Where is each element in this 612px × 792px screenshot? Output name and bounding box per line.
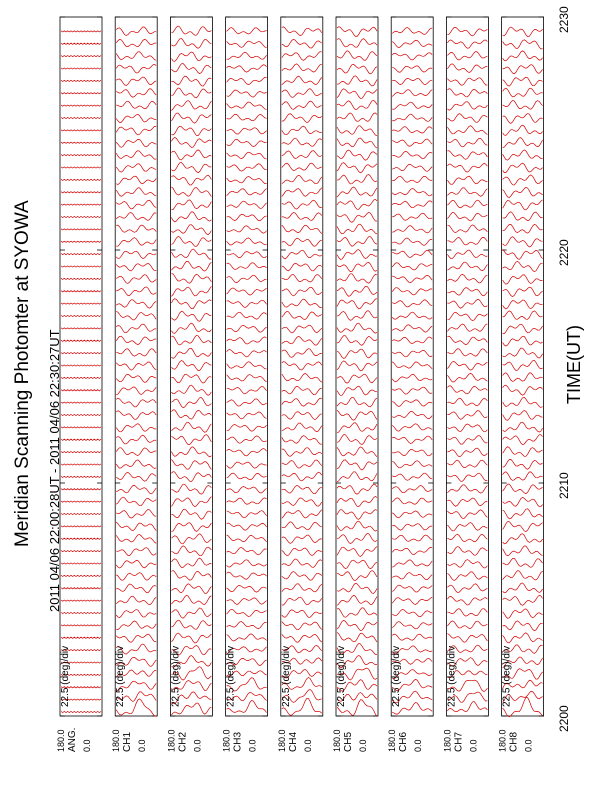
x-tick-label: 2230 bbox=[557, 6, 571, 33]
y-tick-label: 0.0 bbox=[247, 739, 258, 752]
y-tick-label: 180.0 bbox=[387, 729, 398, 752]
x-axis bbox=[557, 6, 584, 732]
panel-ch2 bbox=[166, 17, 212, 752]
y-tick-label: 0.0 bbox=[358, 739, 368, 752]
panel-ch7 bbox=[442, 17, 488, 752]
panel-channel-label: CH1 bbox=[122, 731, 134, 752]
panel-ch8 bbox=[498, 17, 544, 752]
panel-channel-label: CH8 bbox=[508, 731, 520, 752]
scan-traces bbox=[61, 31, 101, 713]
scan-traces bbox=[392, 28, 432, 715]
x-axis-label: TIME(UT) bbox=[564, 325, 584, 404]
chart-subtitle: 2011 04/06 22:00:28UT - 2011 04/06 22:30:27UT bbox=[47, 329, 62, 612]
panel-scale-label: 22.5 (deg)/div bbox=[446, 645, 458, 707]
y-tick-label: 0.0 bbox=[302, 739, 313, 752]
panel-scale-label: 22.5 (deg)/div bbox=[280, 645, 292, 707]
scan-traces bbox=[447, 27, 487, 712]
y-tick-label: 180.0 bbox=[111, 729, 122, 752]
y-tick-label: 180.0 bbox=[276, 729, 287, 752]
panel-channel-label: CH7 bbox=[453, 731, 465, 752]
x-tick-label: 2210 bbox=[557, 472, 571, 499]
panels bbox=[56, 17, 544, 752]
panel-scale-label: 22.5 (deg)/div bbox=[115, 645, 127, 707]
scan-traces bbox=[171, 26, 211, 715]
panel-channel-label: CH6 bbox=[398, 731, 410, 752]
panel-channel-label: CH3 bbox=[232, 731, 244, 752]
y-tick-label: 0.0 bbox=[137, 739, 148, 752]
panel-frame bbox=[60, 17, 102, 716]
panel-scale-label: 22.5 (deg)/div bbox=[170, 645, 182, 707]
panel-ch5 bbox=[332, 17, 378, 752]
x-tick-label: 2220 bbox=[557, 239, 571, 266]
y-tick-label: 180.0 bbox=[221, 729, 232, 752]
scan-traces bbox=[282, 27, 322, 715]
panel-frame bbox=[226, 17, 268, 716]
panel-scale-label: 22.5 (deg)/div bbox=[225, 645, 237, 707]
panel-frame bbox=[281, 17, 323, 716]
panel-ang bbox=[56, 17, 102, 752]
panel-scale-label: 22.5 (deg)/div bbox=[336, 645, 347, 707]
panel-ch4 bbox=[277, 17, 323, 752]
panel-channel-label: ANG. bbox=[67, 727, 78, 752]
y-tick-label: 0.0 bbox=[523, 739, 534, 752]
scan-traces bbox=[116, 27, 156, 716]
panel-scale-label: 22.5 (deg)/div bbox=[501, 645, 513, 707]
scan-traces bbox=[337, 27, 377, 717]
panel-channel-label: CH5 bbox=[343, 731, 354, 752]
y-tick-label: 180.0 bbox=[332, 729, 342, 752]
panel-ch3 bbox=[222, 17, 268, 752]
y-tick-label: 180.0 bbox=[56, 729, 66, 752]
panel-ch1 bbox=[111, 17, 157, 752]
y-tick-label: 180.0 bbox=[442, 729, 453, 752]
panel-channel-label: CH2 bbox=[177, 731, 189, 752]
panel-channel-label: CH4 bbox=[287, 731, 299, 752]
x-tick-label: 2200 bbox=[557, 705, 571, 732]
y-tick-label: 180.0 bbox=[497, 729, 508, 752]
panel-ch6 bbox=[387, 17, 433, 752]
y-tick-label: 0.0 bbox=[192, 739, 203, 752]
y-tick-label: 0.0 bbox=[82, 739, 92, 752]
panel-scale-label: 22.5 (deg)/div bbox=[60, 645, 71, 707]
chart-title: Meridian Scanning Photomter at SYOWA bbox=[12, 200, 33, 547]
scan-traces bbox=[227, 28, 267, 713]
scan-traces bbox=[503, 27, 543, 717]
title-group bbox=[12, 200, 62, 612]
y-tick-label: 0.0 bbox=[413, 739, 424, 752]
y-tick-label: 0.0 bbox=[468, 739, 479, 752]
y-tick-label: 180.0 bbox=[166, 729, 177, 752]
panel-scale-label: 22.5 (deg)/div bbox=[391, 645, 403, 707]
